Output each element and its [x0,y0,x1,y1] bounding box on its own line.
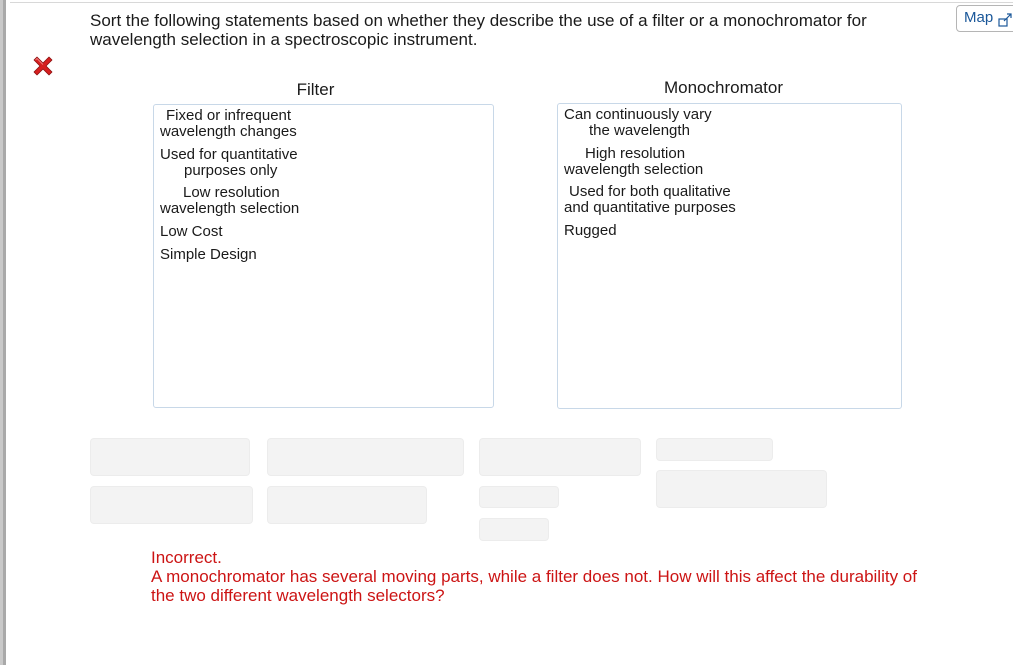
monochromator-card[interactable] [564,146,703,178]
card-line: Used for both qualitative [569,183,731,200]
empty-card-slot [90,438,250,476]
map-button-label: Map [964,9,994,26]
empty-card-slot [479,438,641,476]
empty-card-slot [479,518,549,541]
monochromator-card[interactable] [564,107,712,139]
empty-card-slot [267,486,427,524]
incorrect-x-icon [30,54,56,80]
left-frame-border [0,0,6,665]
filter-card[interactable] [160,147,298,179]
card-line: Low Cost [160,223,223,240]
empty-card-slot [656,438,773,461]
feedback-message [151,548,941,605]
monochromator-column-header: Monochromator [663,78,784,97]
filter-card[interactable] [160,247,257,263]
card-line: purposes only [184,162,278,179]
card-line: wavelength changes [160,123,297,140]
filter-card[interactable] [160,185,299,217]
card-line: High resolution [585,145,686,162]
card-line: wavelength selection [564,161,704,178]
card-line: Can continuously vary [564,106,712,123]
card-line: Used for quantitative [160,146,298,163]
question-prompt: Sort the following statements based on whether they describe the use of a filter or a monochromator for wavelength selection in a spectroscopic instrument. [90,11,867,49]
monochromator-card[interactable] [564,184,736,216]
empty-card-slot [656,470,827,508]
map-button[interactable] [956,5,1013,32]
empty-card-slot [267,438,464,476]
card-line: wavelength selection [160,200,300,217]
feedback-title: Incorrect. [151,548,222,567]
feedback-text: A monochromator has several moving parts, while a filter does not. How will this affect the durability of the two different wavelength selectors? [151,567,917,605]
empty-card-slot [90,486,253,524]
filter-card[interactable] [160,224,223,240]
monochromator-card[interactable] [564,223,617,239]
card-line: and quantitative purposes [564,199,736,216]
popout-icon [998,13,1013,27]
card-line: Fixed or infrequent [166,107,292,124]
empty-card-slot [479,486,559,508]
card-line: the wavelength [589,122,690,139]
card-line: Low resolution [183,184,280,201]
card-line: Simple Design [160,246,257,263]
top-divider [10,2,1013,3]
card-line: Rugged [564,222,617,239]
filter-card[interactable] [160,108,297,140]
filter-column-header: Filter [296,80,335,99]
